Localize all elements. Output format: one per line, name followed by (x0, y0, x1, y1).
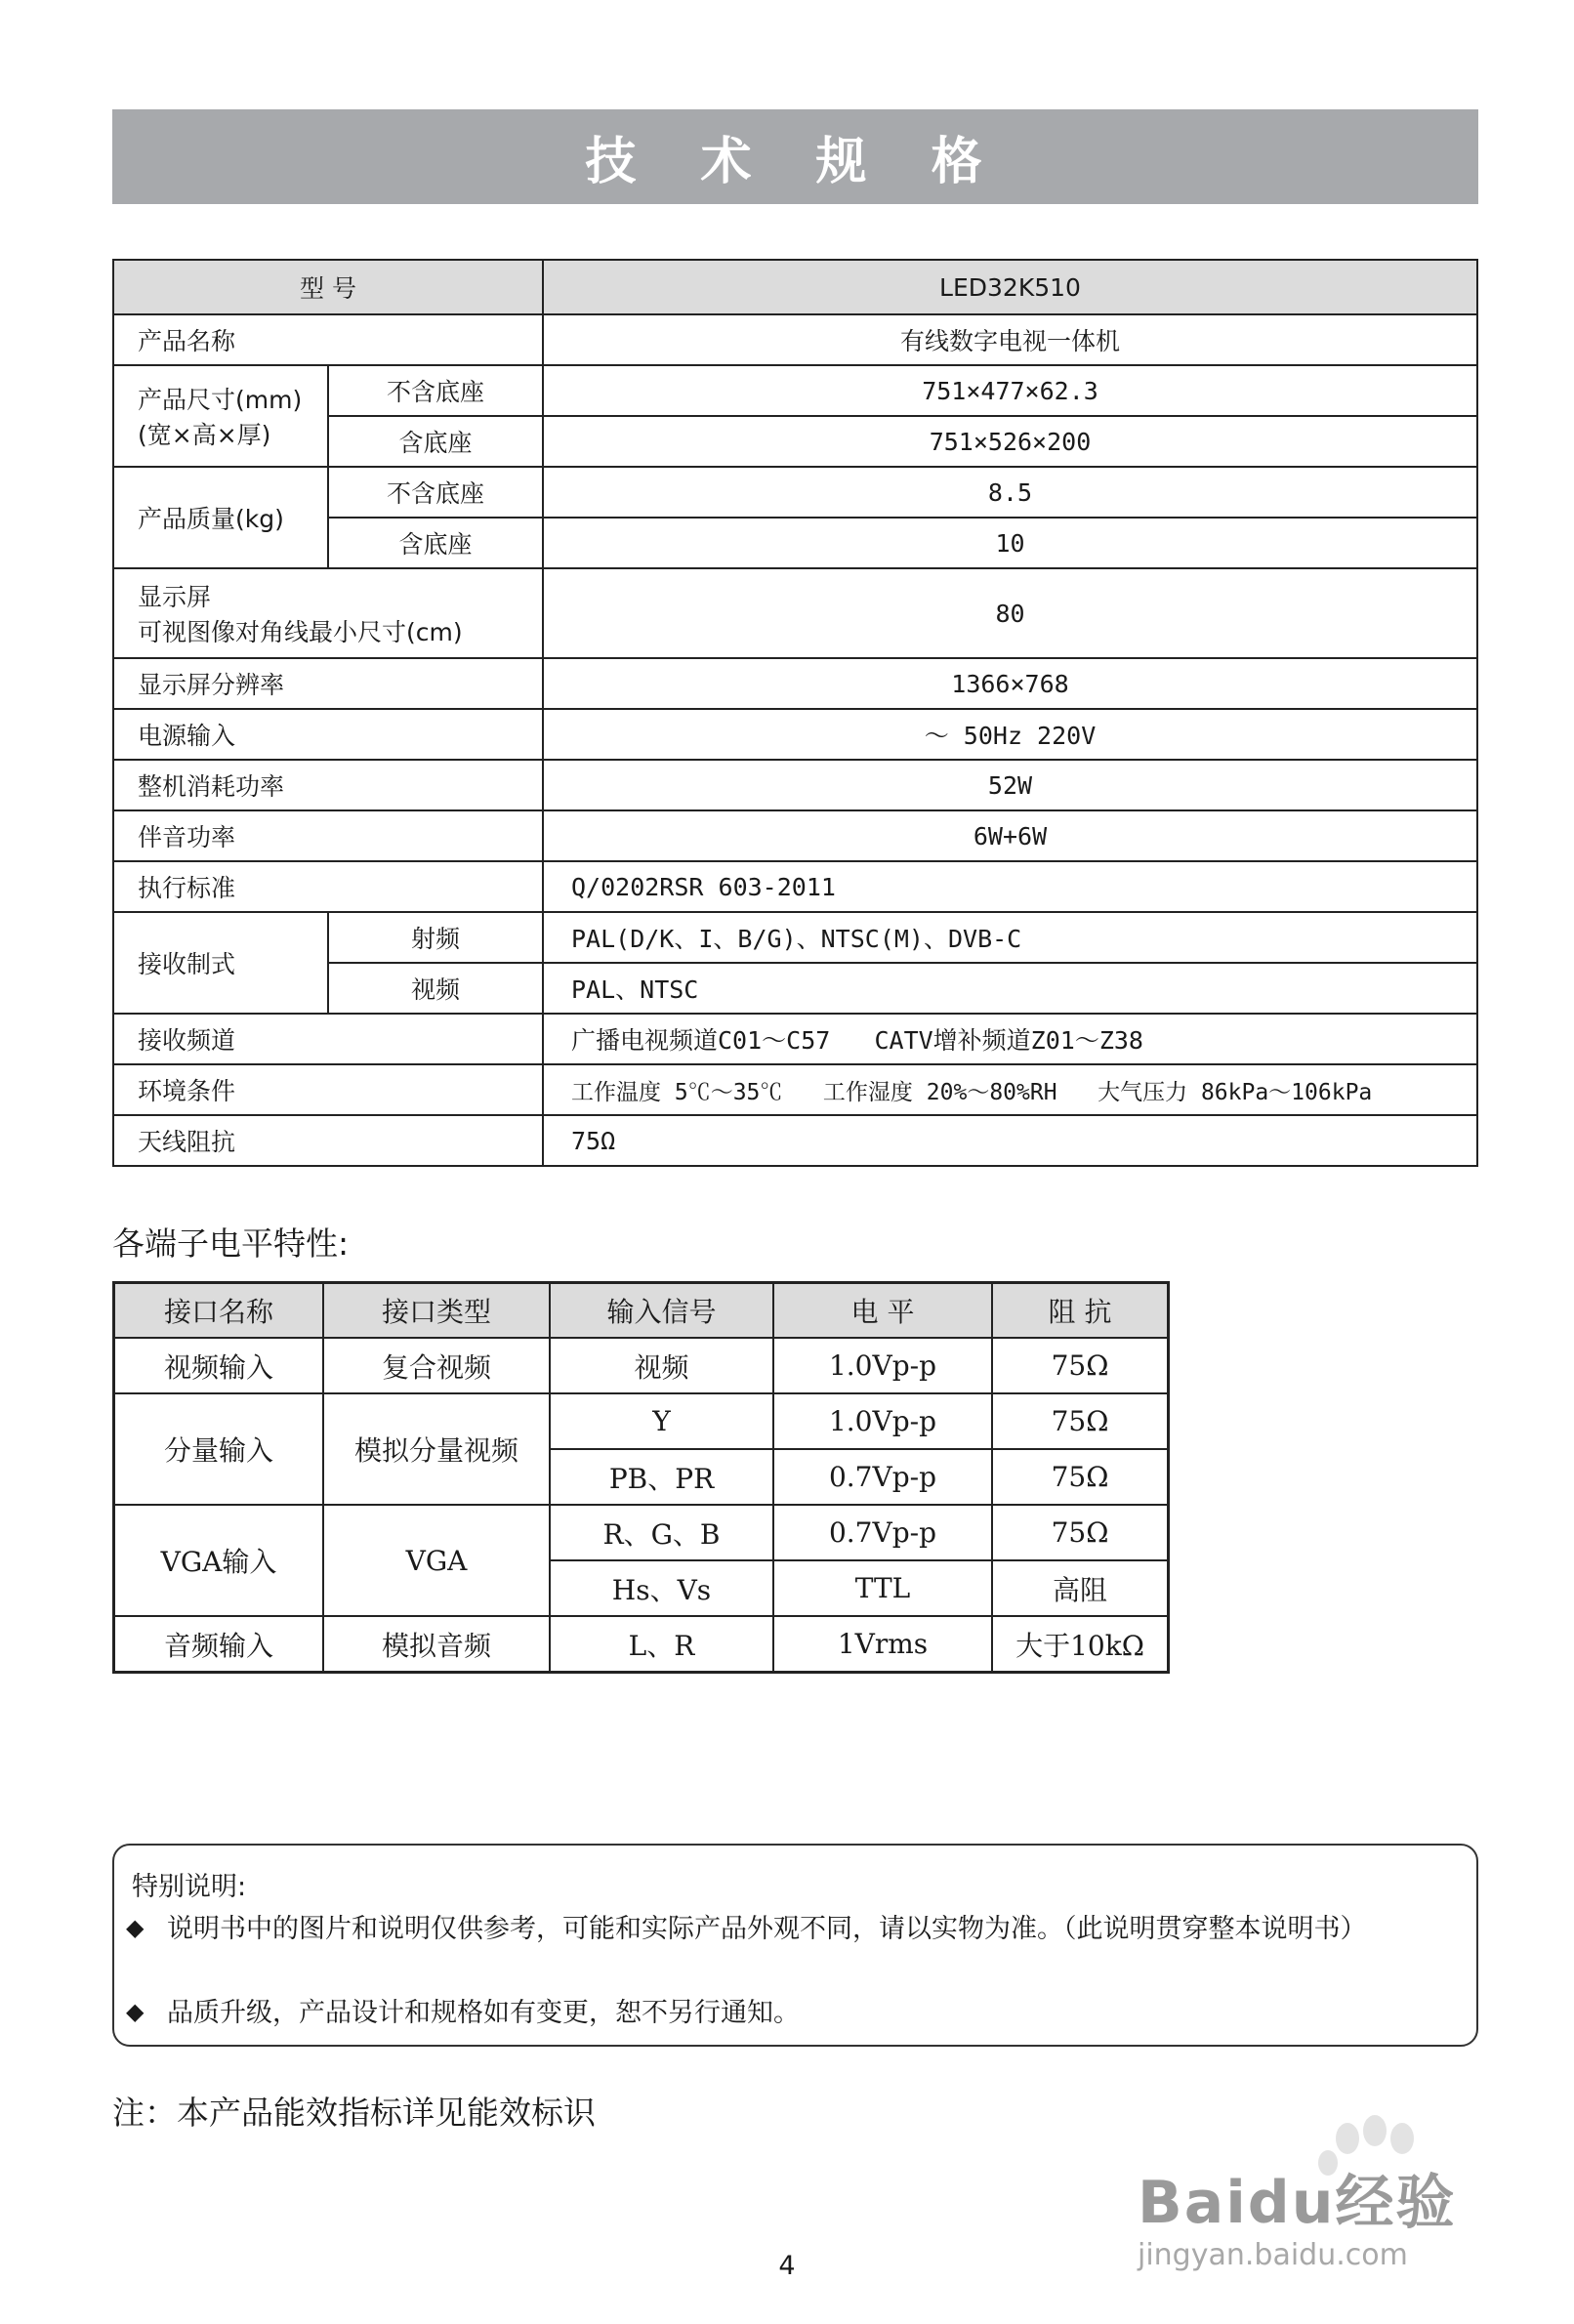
col-header: 输入信号 (550, 1283, 773, 1339)
row-label: 产品质量(kg) (113, 467, 328, 568)
model-label: 型 号 (113, 260, 543, 314)
table-row (113, 658, 1477, 709)
col-header: 阻 抗 (992, 1283, 1169, 1339)
table-row (113, 365, 1477, 416)
row-label: 显示屏分辨率 (113, 658, 543, 709)
row-sublabel: 含底座 (328, 518, 543, 568)
row-value: 有线数字电视一体机 (543, 314, 1477, 365)
row-label: 电源输入 (113, 709, 543, 760)
table-row (114, 1505, 1169, 1560)
row-value: 6W+6W (543, 810, 1477, 861)
row-label: 接收制式 (113, 912, 328, 1014)
row-value: Q/0202RSR 603-2011 (543, 861, 1477, 912)
row-value: 80 (543, 568, 1477, 658)
row-sublabel: 不含底座 (328, 365, 543, 416)
col-header: 接口名称 (114, 1283, 324, 1339)
page-number: 4 (778, 2251, 796, 2281)
cell: Hs、Vs (550, 1560, 773, 1616)
note-text: 说明书中的图片和说明仅供参考，可能和实际产品外观不同，请以实物为准。（此说明贯穿整本说明书） (167, 1914, 1367, 1944)
cell: PB、PR (550, 1449, 773, 1505)
page-title: 技 术 规 格 (112, 109, 1478, 204)
cell: 复合视频 (323, 1338, 550, 1393)
model-value: LED32K510 (543, 260, 1477, 314)
row-label: 产品名称 (113, 314, 543, 365)
table-row (113, 760, 1477, 810)
size-label-line2: (宽×高×厚) (138, 421, 271, 449)
table-row (113, 467, 1477, 518)
cell: 75Ω (992, 1338, 1169, 1393)
row-value: ～ 50Hz 220V (543, 709, 1477, 760)
row-sublabel: 射频 (328, 912, 543, 963)
cell: 75Ω (992, 1449, 1169, 1505)
table-row (113, 260, 1477, 314)
row-value: PAL(D/K、I、B/G)、NTSC(M)、DVB-C (543, 912, 1477, 963)
row-label (113, 568, 543, 658)
table-row (114, 1393, 1169, 1449)
table-row (114, 1338, 1169, 1393)
table-row (113, 709, 1477, 760)
row-sublabel: 不含底座 (328, 467, 543, 518)
cell: 模拟分量视频 (323, 1393, 550, 1505)
table-row (113, 861, 1477, 912)
cell: 1.0Vp-p (773, 1338, 992, 1393)
watermark-brand: Baidu经验 (1138, 2169, 1457, 2237)
row-value: 1366×768 (543, 658, 1477, 709)
footnote: 注：本产品能效指标详见能效标识 (112, 2094, 596, 2132)
row-value: 751×477×62.3 (543, 365, 1477, 416)
table-row (113, 314, 1477, 365)
row-label: 整机消耗功率 (113, 760, 543, 810)
cell: 视频 (550, 1338, 773, 1393)
row-value: 广播电视频道C01～C57 CATV增补频道Z01～Z38 (543, 1014, 1477, 1064)
diamond-bullet-icon: ◆ (126, 1914, 145, 1941)
diamond-bullet-icon: ◆ (126, 1998, 145, 2025)
screen-label-line2: 可视图像对角线最小尺寸(cm) (138, 618, 463, 646)
cell: 大于10kΩ (992, 1616, 1169, 1673)
row-sublabel: 含底座 (328, 416, 543, 467)
screen-label-line1: 显示屏 (138, 583, 212, 611)
row-label: 环境条件 (113, 1064, 543, 1115)
spec-table (112, 259, 1478, 1167)
note-item (126, 1992, 1456, 2035)
cell: Y (550, 1393, 773, 1449)
cell: 0.7Vp-p (773, 1449, 992, 1505)
cell: VGA输入 (114, 1505, 324, 1616)
row-value: 8.5 (543, 467, 1477, 518)
cell: L、R (550, 1616, 773, 1673)
row-value: PAL、NTSC (543, 963, 1477, 1014)
note-text: 品质升级，产品设计和规格如有变更，恕不另行通知。 (167, 1998, 800, 2028)
row-value: 10 (543, 518, 1477, 568)
table-row (113, 1115, 1477, 1166)
port-table (112, 1281, 1170, 1674)
special-notes-box (112, 1844, 1478, 2047)
row-value: 75Ω (543, 1115, 1477, 1166)
cell: 视频输入 (114, 1338, 324, 1393)
col-header: 电 平 (773, 1283, 992, 1339)
watermark-url: jingyan.baidu.com (1138, 2238, 1408, 2272)
table-row (113, 1064, 1477, 1115)
row-label: 伴音功率 (113, 810, 543, 861)
cell: 音频输入 (114, 1616, 324, 1673)
cell: 75Ω (992, 1505, 1169, 1560)
size-label-line1: 产品尺寸(mm) (138, 386, 303, 414)
row-label (113, 365, 328, 467)
cell: R、G、B (550, 1505, 773, 1560)
row-value: 751×526×200 (543, 416, 1477, 467)
cell: 1Vrms (773, 1616, 992, 1673)
row-sublabel: 视频 (328, 963, 543, 1014)
row-label: 接收频道 (113, 1014, 543, 1064)
table-row (114, 1616, 1169, 1673)
cell: 0.7Vp-p (773, 1505, 992, 1560)
table-header-row (114, 1283, 1169, 1339)
cell: 1.0Vp-p (773, 1393, 992, 1449)
cell: 高阻 (992, 1560, 1169, 1616)
col-header: 接口类型 (323, 1283, 550, 1339)
row-label: 执行标准 (113, 861, 543, 912)
cell: TTL (773, 1560, 992, 1616)
row-value: 工作温度 5℃～35℃ 工作湿度 20%～80%RH 大气压力 86kPa～106kPa (543, 1064, 1477, 1115)
cell: VGA (323, 1505, 550, 1616)
section-heading: 各端子电平特性: (112, 1224, 350, 1263)
cell: 75Ω (992, 1393, 1169, 1449)
row-value: 52W (543, 760, 1477, 810)
notes-title: 特别说明: (132, 1872, 247, 1902)
table-row (113, 810, 1477, 861)
row-label: 天线阻抗 (113, 1115, 543, 1166)
cell: 模拟音频 (323, 1616, 550, 1673)
table-row (113, 1014, 1477, 1064)
table-row (113, 568, 1477, 658)
note-item (126, 1908, 1456, 1951)
table-row (113, 912, 1477, 963)
cell: 分量输入 (114, 1393, 324, 1505)
